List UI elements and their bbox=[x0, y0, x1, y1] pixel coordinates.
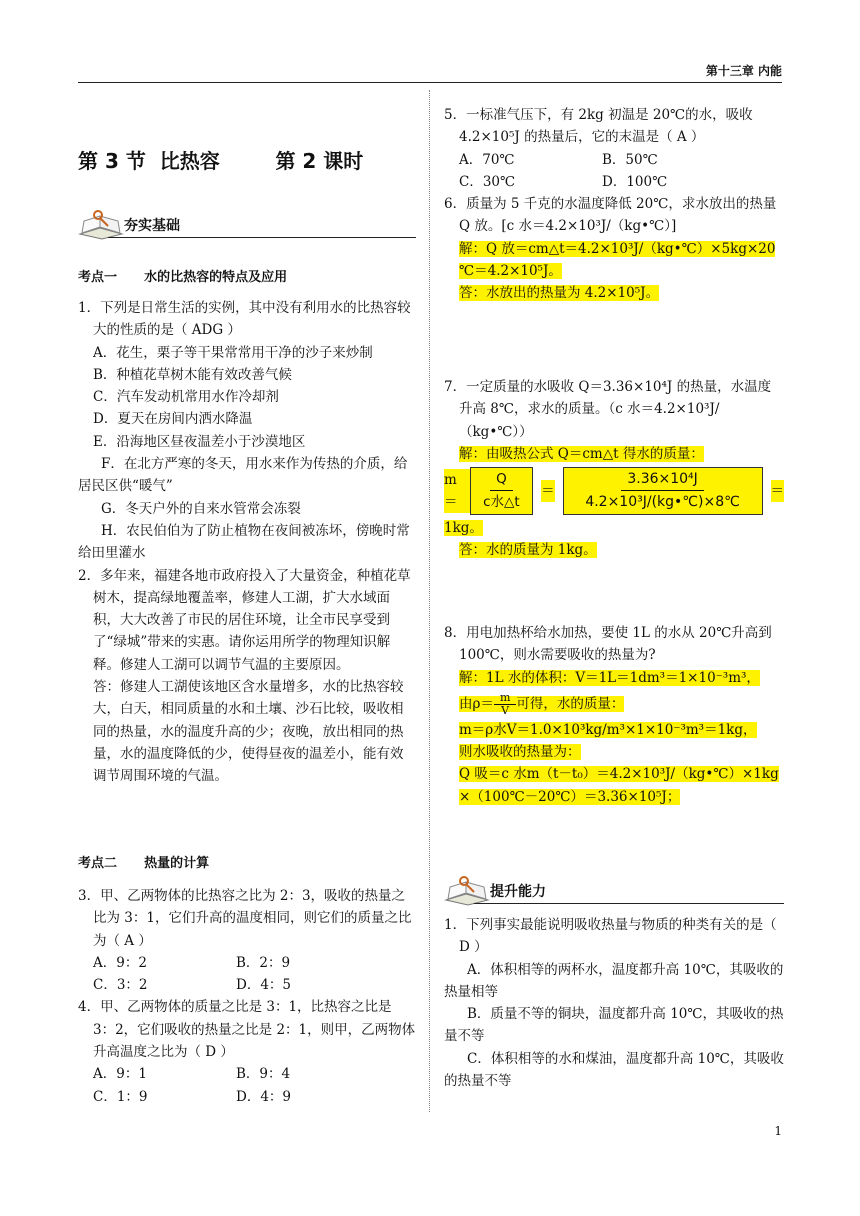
left-column-q3-q4 bbox=[78, 885, 416, 1108]
q6-solution-line2: ℃＝4.2×10⁵J。 bbox=[459, 263, 562, 280]
right-column-q8 bbox=[444, 622, 784, 808]
q5-options-row1 bbox=[444, 149, 784, 171]
q1-option-c: C．汽车发动机常用水作冷却剂 bbox=[93, 389, 279, 406]
q3-options-row1 bbox=[78, 952, 416, 974]
q8-solution-line4: 则水吸收的热量为： bbox=[459, 744, 581, 761]
a1-option-b: B．质量不等的铜块，温度都升高 10℃，其吸收的热量不等 bbox=[444, 1006, 784, 1045]
q5-option-c: C．30℃ bbox=[459, 173, 516, 190]
q6-solution-line1: 解：Q 放＝cm△t＝4.2×10³J/（kg•℃）×5kg×20 bbox=[459, 240, 776, 257]
q5-options-row2 bbox=[444, 171, 784, 193]
left-column-q1-q2 bbox=[78, 297, 416, 788]
header-rule bbox=[78, 82, 782, 83]
q7-result: 1kg。 bbox=[444, 519, 483, 536]
q7-fraction-1-numerator: Q bbox=[490, 468, 513, 491]
q4-options-row1 bbox=[78, 1063, 416, 1085]
q4-option-c: C．1：9 bbox=[93, 1088, 148, 1105]
q7-solution-line1: 解：由吸热公式 Q＝cm△t 得水的质量： bbox=[459, 445, 704, 462]
a1-option-c: C．体积相等的水和煤油，温度都升高 10℃，其吸收的热量不等 bbox=[444, 1050, 784, 1090]
q3-options-row2 bbox=[78, 974, 416, 996]
q1-option-b: B．种植花草树木能有效改善气候 bbox=[93, 366, 292, 383]
q3-option-a: A．9：2 bbox=[93, 954, 147, 971]
q4-stem: 4．甲、乙两物体的质量之比是 3：1，比热容之比是 3：2，它们吸收的热量之比是 2：1，则甲，乙两物体升高温度之比为（ D ） bbox=[78, 999, 416, 1061]
q1-option-a: A．花生，栗子等干果常常用干净的沙子来炒制 bbox=[93, 344, 373, 361]
right-column-a1 bbox=[444, 914, 784, 1092]
q7-fraction-1-denominator: c水△t bbox=[483, 494, 520, 511]
a1-stem: 1．下列事实最能说明吸收热量与物质的种类有关的是（ D ） bbox=[444, 917, 777, 956]
q7-m-equals: m＝ bbox=[444, 469, 470, 514]
book-icon bbox=[78, 208, 124, 240]
q1-stem: 1．下列是日常生活的实例，其中没有利用水的比热容较大的性质的是（ ADG ） bbox=[78, 300, 411, 339]
q7-fraction-2-numerator: 3.36×10⁴J bbox=[621, 468, 703, 491]
right-column-q7 bbox=[444, 376, 784, 561]
q8-solution-line5: Q 吸＝c 水m（t－t₀）＝4.2×10³J/（kg•℃）×1kg bbox=[459, 766, 779, 783]
chapter-header: 第十三章 内能 bbox=[705, 64, 782, 78]
q7-equals-1: ＝ bbox=[541, 480, 555, 502]
q3-option-d: D．4：5 bbox=[236, 977, 292, 994]
q1-option-d: D．夏天在房间内洒水降温 bbox=[93, 411, 253, 428]
q7-fraction-2-denominator: 4.2×10³J/(kg•℃)×8℃ bbox=[585, 494, 740, 511]
q8-rho-prefix: 由ρ＝ bbox=[459, 695, 494, 712]
q3-stem: 3．甲、乙两物体的比热容之比为 2：3，吸收的热量之比为 3：1，它们升高的温度相同，则它们的质量之比为（ A ） bbox=[78, 888, 412, 949]
q8-solution-line3: m＝ρ水V＝1.0×10³kg/m³×1×10⁻³m³＝1kg， bbox=[459, 721, 757, 738]
right-column-q5-q6 bbox=[444, 104, 784, 305]
q8-solution-line2 bbox=[459, 690, 625, 717]
q1-option-e: E．沿海地区昼夜温差小于沙漠地区 bbox=[93, 433, 306, 450]
q8-rho-denominator: V bbox=[501, 703, 510, 717]
q6-stem: 6．质量为 5 千克的水温度降低 20℃，求水放出的热量 Q 放。[c 水＝4.2×10³J/（kg•℃）] bbox=[444, 196, 777, 235]
q4-options-row2 bbox=[78, 1086, 416, 1108]
q7-fraction-2 bbox=[563, 467, 763, 515]
q7-formula bbox=[444, 467, 784, 515]
q1-option-h: H．农民伯伯为了防止植物在夜间被冻坏，傍晚时常给田里灌水 bbox=[78, 522, 410, 562]
knowledge-point-1: 考点一 水的比热容的特点及应用 bbox=[78, 270, 288, 285]
section-advanced bbox=[444, 872, 784, 904]
section-basic bbox=[78, 206, 416, 238]
a1-option-a: A．体积相等的两杯水，温度都升高 10℃，其吸收的热量相等 bbox=[444, 961, 784, 1000]
q3-option-b: B．2：9 bbox=[236, 954, 291, 971]
q5-option-a: A．70℃ bbox=[459, 151, 515, 168]
column-divider bbox=[429, 90, 430, 1112]
section-advanced-label: 提升能力 bbox=[490, 884, 546, 900]
q5-stem-line1: 5．一标准气压下，有 2kg 初温是 20℃的水，吸收 bbox=[444, 107, 753, 123]
q1-option-g: G．冬天户外的自来水管常会冻裂 bbox=[101, 500, 301, 517]
q7-answer: 答：水的质量为 1kg。 bbox=[459, 542, 597, 559]
q2-answer: 答：修建人工湖使该地区含水量增多，水的比热容较大，白天，相同质量的水和土壤、沙石比较，吸收相同的热量，水的温度升高的少；夜晚，放出相同的热量，水的温度降低的少，使得昼夜的温差小，能有效调节周围环境的气温。 bbox=[93, 679, 404, 785]
q5-option-d: D．100℃ bbox=[602, 173, 668, 190]
q8-stem: 8．用电加热杯给水加热，要使 1L 的水从 20℃升高到 100℃，则水需要吸收的热量为? bbox=[444, 625, 772, 664]
q5-option-b: B．50℃ bbox=[602, 151, 658, 168]
q8-rho-numerator: m bbox=[494, 692, 516, 705]
section-basic-label: 夯实基础 bbox=[124, 218, 180, 234]
q4-option-d: D．4：9 bbox=[236, 1088, 292, 1105]
q8-rho-suffix: 可得，水的质量： bbox=[516, 695, 625, 712]
knowledge-point-2: 考点二 热量的计算 bbox=[78, 856, 210, 871]
q3-option-c: C．3：2 bbox=[93, 977, 148, 994]
q6-answer: 答：水放出的热量为 4.2×10⁵J。 bbox=[459, 285, 660, 302]
q8-solution-line6: ×（100℃－20℃）＝3.36×10⁵J； bbox=[459, 788, 681, 805]
page-title: 第 3 节 比热容 第 2 课时 bbox=[78, 149, 364, 173]
q4-option-a: A．9：1 bbox=[93, 1066, 147, 1083]
q7-fraction-1 bbox=[470, 467, 534, 515]
q5-stem-line2: 4.2×10⁵J 的热量后，它的末温是（ A ） bbox=[459, 129, 705, 146]
q8-solution-line1: 解：1L 水的体积：V＝1L＝1dm³＝1×10⁻³m³， bbox=[459, 669, 760, 686]
q1-option-f: F．在北方严寒的冬天，用水来作为传热的介质，给居民区供“暖气” bbox=[78, 456, 408, 495]
q7-stem: 7．一定质量的水吸收 Q＝3.36×10⁴J 的热量，水温度升高 8℃，求水的质量。（c 水＝4.2×10³J/（kg•℃）） bbox=[444, 379, 772, 440]
page-number: 1 bbox=[774, 1124, 782, 1138]
book-icon bbox=[444, 874, 490, 906]
q7-equals-2: ＝ bbox=[771, 480, 785, 502]
q4-option-b: B．9：4 bbox=[236, 1066, 291, 1083]
q2-stem: 2．多年来，福建各地市政府投入了大量资金，种植花草树木，提高绿地覆盖率，修建人工湖，扩大水域面积，大大改善了市民的居住环境，让全市民享受到了“绿城”带来的实惠。请你运用所学的物理知识解释。修建人工湖可以调节气温的主要原因。 bbox=[78, 567, 411, 673]
